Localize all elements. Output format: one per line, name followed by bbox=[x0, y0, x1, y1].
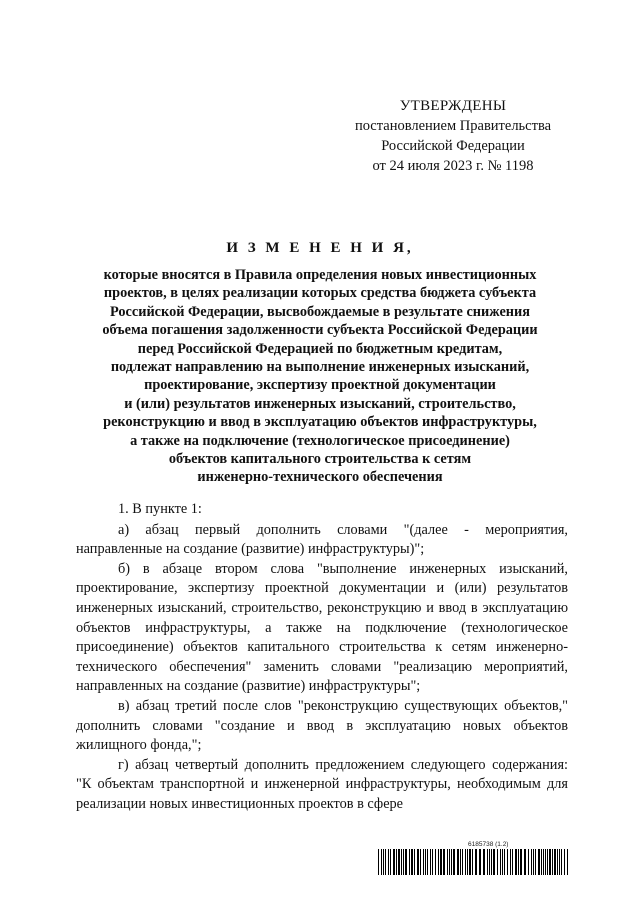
approval-block bbox=[338, 96, 568, 176]
paragraph-subpoint-b: б) в абзаце втором слова "выполнение инженерных изысканий, проектирование, экспертизу проектной документации и (или) результатов инженерных изысканий, строительство, реконструкцию и ввод в эксплуатацию объектов инфраструктуры, а также на подключение (технологическое присоединение) объектов капитального строительства к сетям инженерно-технического обеспечения" заменить словами "реализацию мероприятий, направленных на создание (развитие) инфраструктуры"; bbox=[76, 560, 568, 695]
approval-line-resolution: постановлением Правительства bbox=[354, 118, 552, 134]
approval-heading: УТВЕРЖДЕНЫ bbox=[399, 98, 507, 114]
subtitle-line: реконструкцию и ввод в эксплуатацию объектов инфраструктуры, bbox=[103, 414, 537, 431]
approval-line-date: от 24 июля 2023 г. № 1198 bbox=[372, 158, 534, 174]
subtitle-line: инженерно-технического обеспечения bbox=[197, 469, 443, 486]
subtitle-line: и (или) результатов инженерных изысканий, строительство, bbox=[124, 395, 516, 412]
approval-line-country: Российской Федерации bbox=[381, 138, 525, 154]
subtitle-line: проектов, в целях реализации которых средства бюджета субъекта bbox=[103, 285, 537, 302]
document-serial-number: 6185738 (1.2) bbox=[468, 841, 509, 848]
paragraph-subpoint-a: а) абзац первый дополнить словами "(далее - мероприятия, направленные на создание (развитие) инфраструктуры)"; bbox=[76, 521, 568, 558]
document-body bbox=[76, 500, 568, 815]
subtitle-line: объектов капитального строительства к сетям bbox=[168, 451, 472, 468]
subtitle-line: подлежат направлению на выполнение инженерных изысканий, bbox=[110, 359, 530, 376]
subtitle-line: а также на подключение (технологическое присоединение) bbox=[130, 432, 510, 449]
subtitle-line: перед Российской Федерацией по бюджетным кредитам, bbox=[137, 340, 503, 357]
paragraph-subpoint-g: г) абзац четвертый дополнить предложением следующего содержания: "К объектам транспортной и инженерной инфраструктуры, необходимым для реализации новых инвестиционных проектов в сфере bbox=[76, 756, 568, 812]
document-subtitle bbox=[70, 266, 570, 487]
subtitle-line: проектирование, экспертизу проектной документации bbox=[144, 377, 496, 394]
subtitle-line: объема погашения задолженности субъекта Российской Федерации bbox=[102, 322, 538, 339]
document-title: И З М Е Н Е Н И Я, bbox=[226, 240, 414, 256]
subtitle-line: которые вносятся в Правила определения новых инвестиционных bbox=[103, 267, 537, 283]
subtitle-line: Российской Федерации, высвобождаемые в результате снижения bbox=[109, 303, 531, 320]
paragraph-subpoint-v: в) абзац третий после слов "реконструкцию существующих объектов," дополнить словами "создание и ввод в эксплуатацию новых объектов жилищного фонда,"; bbox=[76, 697, 568, 754]
paragraph-point-1: 1. В пункте 1: bbox=[118, 501, 202, 517]
barcode-image bbox=[378, 849, 572, 875]
